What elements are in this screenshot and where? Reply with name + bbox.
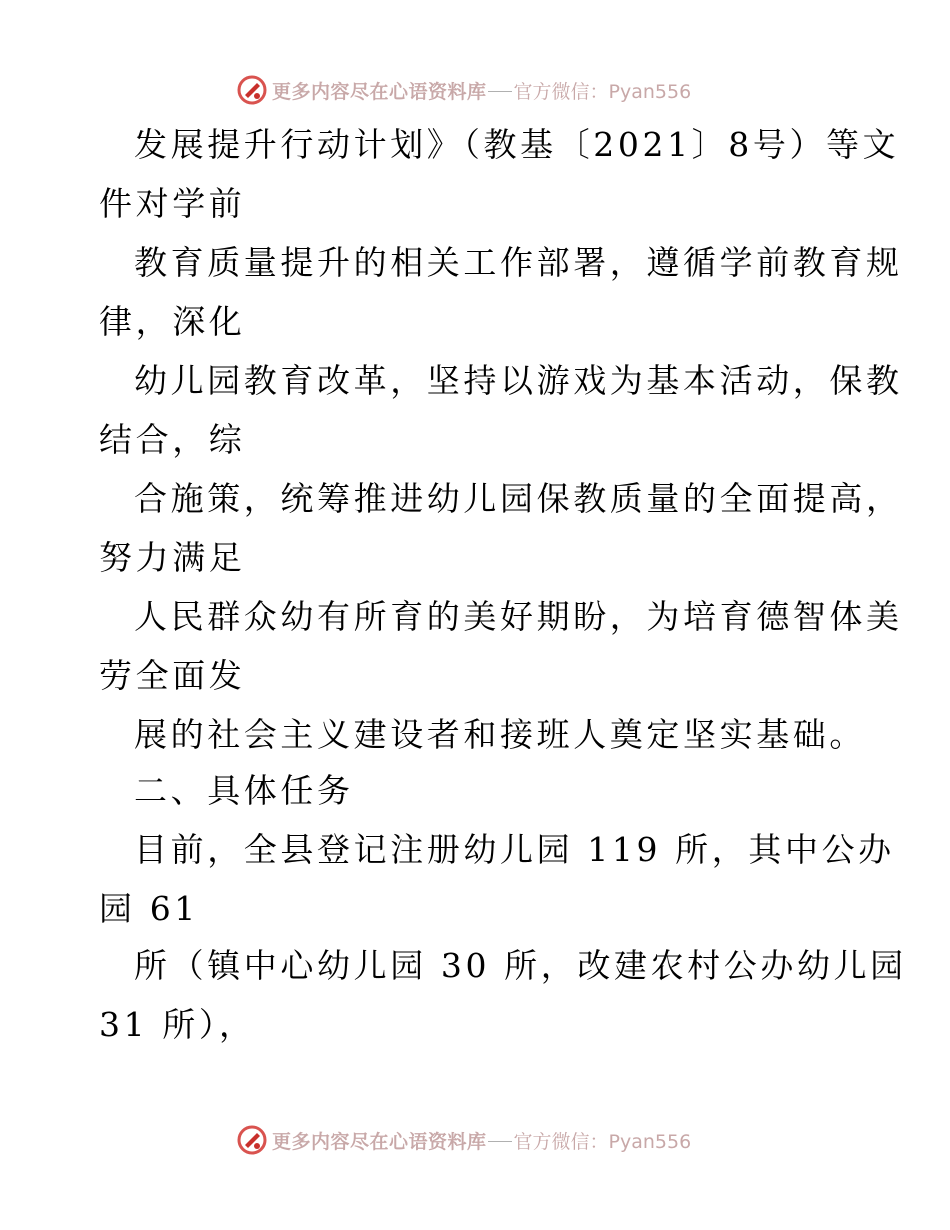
paragraph-line: 劳全面发 (99, 656, 246, 695)
paragraph-line: 幼儿园教育改革，坚持以游戏为基本活动，保教 (134, 361, 903, 400)
paragraph-line: 人民群众幼有所育的美好期盼，为培育德智体美 (134, 597, 903, 636)
section-heading: 二、具体任务 (134, 771, 354, 810)
watermark-separator (488, 1141, 512, 1142)
watermark-header (236, 73, 691, 107)
paragraph-line: 31 所）， (99, 1005, 256, 1044)
paragraph-line: 目前，全县登记注册幼儿园 119 所，其中公办 (134, 830, 895, 869)
brand-logo-icon (236, 1124, 268, 1156)
watermark-brand-text: 更多内容尽在心语资料库 (272, 1130, 487, 1153)
watermark-brand-text: 更多内容尽在心语资料库 (272, 80, 487, 103)
watermark-separator (488, 91, 512, 92)
paragraph-line: 律，深化 (99, 302, 246, 341)
watermark-contact-text: 官方微信：Pyan556 (513, 80, 692, 103)
watermark-footer (236, 1123, 691, 1157)
paragraph-line: 发展提升行动计划》（教基〔2021〕8号）等文 (134, 125, 900, 164)
paragraph-line: 教育质量提升的相关工作部署，遵循学前教育规 (134, 243, 903, 282)
brand-logo-icon (236, 74, 268, 106)
paragraph-line: 展的社会主义建设者和接班人奠定坚实基础。 (134, 715, 866, 754)
watermark-contact-text: 官方微信：Pyan556 (513, 1130, 692, 1153)
paragraph-line: 件对学前 (99, 184, 246, 223)
paragraph-line: 所（镇中心幼儿园 30 所，改建农村公办幼儿园 (134, 946, 907, 985)
paragraph-line: 努力满足 (99, 538, 246, 577)
paragraph-line: 园 61 (99, 889, 199, 928)
paragraph-line: 结合，综 (99, 420, 246, 459)
paragraph-line: 合施策，统筹推进幼儿园保教质量的全面提高， (134, 479, 903, 518)
